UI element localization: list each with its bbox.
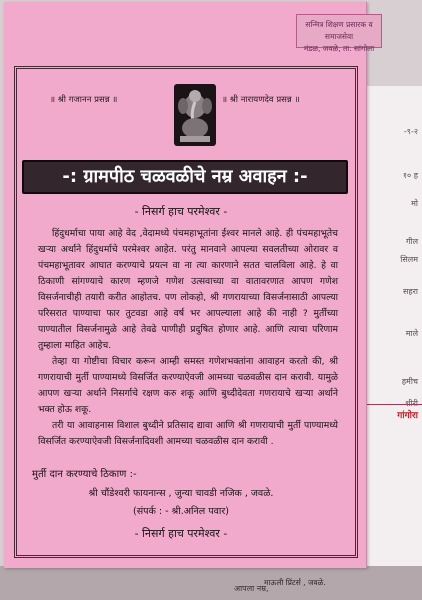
donation-address: श्री चौंडेश्वरी फायनान्स , जुन्या चावडी नजिक , जवळे. bbox=[88, 488, 274, 499]
body-paragraph: हिंदुधर्माचा पाया आहे वेद ,वेदामध्ये पंचमहाभूतांना ईश्वर मानले आहे. ही पंचमहाभूतेच खऱ्या अर्थाने हिंदुधर्माचे परमेश्वर आहेत. परंतु मानवाने आपल्या सवलतीच्या ओरावर व पंचमहाभूतावर आघात करण्याचे प्रयत्न वा ना त्या कारणाने सतत चालविला आहे. हे वा ठिकाणी सांगण्याचे कारण म्हणजे गणेश उत्सवाच्या वा वातावरणात आपण गणेश विसर्जनाचीही तयारी करीत आहोतच. पण लोकहो, श्री गणरायाच्या विसर्जनासाठी आपल्या परिसरात पाण्याचा फार तुटवडा आहे वर्ष भर आपल्याला आहे की नाही ? मुर्तीच्या पाण्यातील विसर्जनामुळे आहे तेवढे पाणीही प्रदुषित होणार आहे. आणि त्याचा परिणाम तुम्हाला माहित आहेच. bbox=[38, 228, 338, 351]
footer-motto: - निसर्ग हाच परमेश्वर - bbox=[134, 527, 228, 540]
back-sheet-fragment: सिलम bbox=[400, 255, 418, 264]
ganesh-idol-icon bbox=[174, 84, 216, 146]
stamp-line: मंडळ, जवळे, ता. सांगोला bbox=[303, 44, 375, 53]
printer-credit: माऊली प्रिंटर्स , जवळे. bbox=[264, 578, 326, 587]
back-sheet-fragment: मो bbox=[411, 199, 418, 208]
body-paragraph: तेव्हा या गोष्टीचा विचार करून आम्ही समस्त गणेशभक्तांना आवाहन करतो की, श्री गणरायाची मुर्ती पाण्यामध्ये विसर्जित करण्याऐवजी आमच्या चळवळीस दान करावी. यामुळे आपण खऱ्या अर्थाने निसर्गाचे रक्षण करु शकू आणि बुध्दीदेवता गणरायाचे खऱ्या अर्थाने भक्त होऊ शकू. bbox=[38, 356, 338, 415]
back-sheet-fragment: -९-२ bbox=[403, 127, 418, 136]
subtitle-motto: - निसर्ग हाच परमेश्वर - bbox=[134, 205, 228, 218]
back-sheet-signoff: आपला नम्र, bbox=[234, 584, 269, 593]
back-sheet-fragment: गांगोरा bbox=[397, 411, 418, 421]
back-sheet-fragment: गील bbox=[406, 237, 418, 246]
body-paragraph: तरी या आवाहनास विशाल बुध्दीने प्रतिसाद द्यावा आणि श्री गणरायाची मुर्ती पाण्यामध्ये विसर्जित करण्याऐवजी विसर्जनादिवशी आमच्या चळवळीस दान करावी . bbox=[38, 420, 338, 447]
organization-stamp bbox=[296, 14, 382, 53]
left-invocation: ॥ श्री गजानन प्रसन्न ॥ bbox=[50, 95, 118, 105]
right-invocation: ॥ श्री नारायणदेव प्रसन्न ॥ bbox=[222, 95, 300, 105]
back-sheet-fragment: माले bbox=[405, 329, 418, 338]
appeal-title: -: ग्रामपीठ चळवळीचे नम्र अवाहन :- bbox=[22, 160, 348, 194]
appeal-body bbox=[38, 226, 338, 450]
back-sheet-fragment: हमीच bbox=[401, 377, 418, 386]
back-sheet-fragment: सहरा bbox=[403, 287, 418, 296]
table-surface bbox=[0, 566, 422, 600]
back-sheet bbox=[360, 86, 422, 600]
stamp-line: सन्मित्र शिक्षण प्रसारक व समाजसेवा bbox=[305, 20, 373, 41]
back-sheet-divider bbox=[360, 404, 422, 405]
back-sheet-fragment: १० ह bbox=[402, 171, 418, 180]
donation-contact: (संपर्क : - श्री.अनिल पवार) bbox=[133, 506, 229, 517]
donation-heading: मुर्ती दान करण्याचे ठिकाण :- bbox=[32, 469, 137, 480]
